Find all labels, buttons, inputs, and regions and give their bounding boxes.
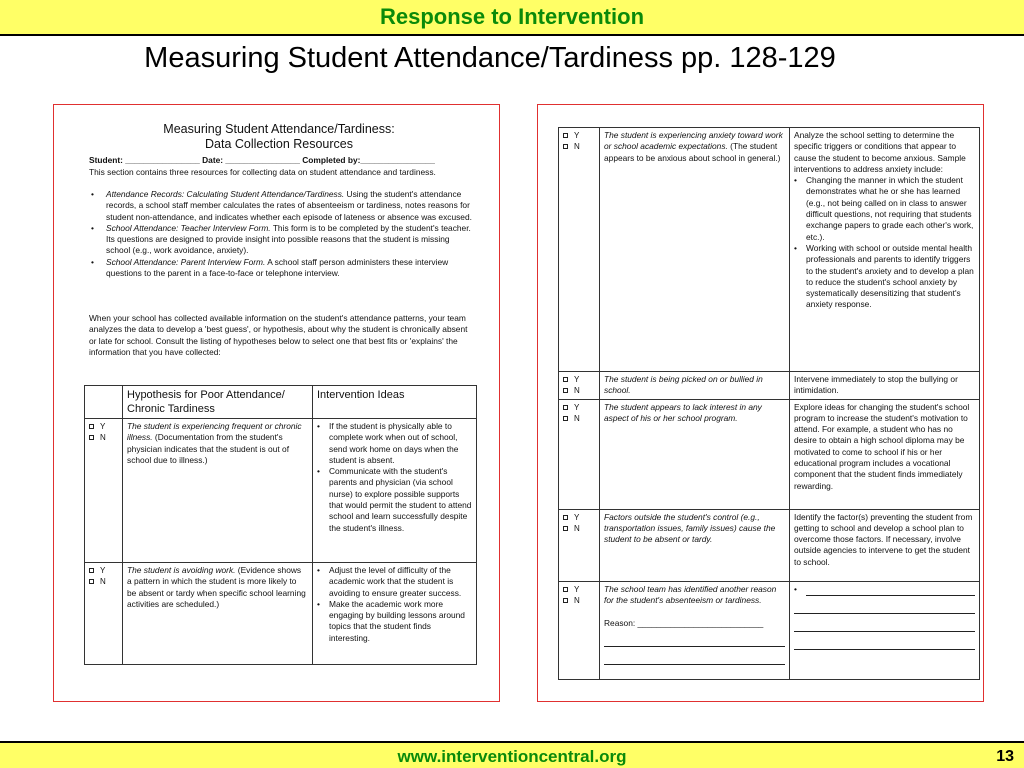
hypothesis-title: The student is experiencing frequent or chronic illness. xyxy=(127,421,302,443)
ideas-cell xyxy=(313,419,477,563)
checkbox-yes[interactable] xyxy=(563,133,568,138)
list-item xyxy=(89,189,474,223)
blank-line[interactable] xyxy=(794,620,975,632)
ideas-cell: Explore ideas for changing the student's school program to increase the student's motivation to attend. For example, a student who has no desire to obtain a high school diploma may be motivated to come to school if his or her educational program includes a vocational component that the student finds immediately rewarding. xyxy=(790,399,980,509)
doc-title xyxy=(89,122,469,152)
yes-label: Y xyxy=(574,131,580,140)
no-label: N xyxy=(100,433,106,442)
hypothesis-title: Factors outside the student's control (e.g., transportation issues, family issues) cause the student to be absent or tardy. xyxy=(604,511,776,545)
blank-line[interactable] xyxy=(794,638,975,650)
hypothesis-detail: (Documentation from the student's physician indicates that the student is out of school due to illness.) xyxy=(127,432,290,465)
hypothesis-title: The student is being picked on or bullied in school. xyxy=(604,374,763,396)
yes-label: Y xyxy=(574,512,580,522)
hypothesis-title: The school team has identified another reason for the student's absenteeism or tardiness. xyxy=(604,583,777,605)
yes-no-checkboxes xyxy=(559,581,600,679)
yes-no-checkboxes xyxy=(559,128,600,372)
yes-no-checkboxes xyxy=(559,509,600,581)
table-row xyxy=(559,372,980,400)
slide-title: Measuring Student Attendance/Tardiness pp. 128-129 xyxy=(144,42,836,74)
checkbox-yes[interactable] xyxy=(89,568,94,573)
resource-text: Using the student's attendance records, a school staff member calculates the rates of absenteeism or tardiness, notes reasons for student non-attendance, and indicates whether each episode of lateness or absence was excused. xyxy=(106,189,472,222)
checkbox-no[interactable] xyxy=(563,416,568,421)
checkbox-yes[interactable] xyxy=(563,405,568,410)
blank-line[interactable] xyxy=(806,584,975,596)
doc-resource-list xyxy=(89,189,474,279)
ideas-list xyxy=(317,565,472,644)
column-header-ideas: Intervention Ideas xyxy=(313,386,477,419)
hypothesis-title: The student is avoiding work. xyxy=(127,565,236,575)
no-label: N xyxy=(574,523,580,533)
table-row xyxy=(559,128,980,372)
header-bar xyxy=(0,0,1024,36)
hypothesis-cell xyxy=(123,419,313,563)
page-number: 13 xyxy=(996,748,1014,765)
hypothesis-table xyxy=(84,385,477,665)
ideas-cell xyxy=(790,128,980,372)
hypothesis-cell xyxy=(600,128,790,372)
header-title: Response to Intervention xyxy=(379,4,645,29)
hypothesis-cell xyxy=(600,509,790,581)
checkbox-no[interactable] xyxy=(563,526,568,531)
hypothesis-table-continued xyxy=(558,127,980,680)
checkbox-no[interactable] xyxy=(563,598,568,603)
list-item: • Make the academic work more engaging by building lessons around topics that the student finds interesting. xyxy=(317,599,472,644)
yes-label: Y xyxy=(100,422,106,431)
left-document-page xyxy=(53,104,500,702)
list-item: • Working with school or outside mental health professionals and parents to identify triggers to the student's anxiety and to develop a plan to reduce the student's school anxiety by systematically desensitizing that student's anxiety response. xyxy=(794,243,975,311)
doc-title-line1: Measuring Student Attendance/Tardiness: xyxy=(163,122,395,136)
resource-text: A school staff person administers these interview questions to the parent in a face-to-face or telephone interview. xyxy=(106,256,449,279)
yes-label: Y xyxy=(100,566,106,575)
ideas-list xyxy=(794,584,975,596)
reason-field[interactable]: Reason: ___________________________ xyxy=(604,618,764,629)
doc-meta-fields: Student: ________________ Date: ________________ Completed by:________________ xyxy=(89,155,435,165)
hypothesis-cell xyxy=(123,563,313,665)
ideas-list xyxy=(317,421,472,534)
ideas-cell: Identify the factor(s) preventing the student from getting to school and develop a school plan to overcome those factors. If necessary, involve outside agencies to intervene to get the student to school. xyxy=(790,509,980,581)
table-row xyxy=(85,419,477,563)
checkbox-yes[interactable] xyxy=(563,377,568,382)
resource-text: This form is to be completed by the student's teacher. Its questions are designed to provide insight into possible reasons that the student is missing school (e.g., work avoidance, anxiety). xyxy=(106,222,471,256)
footer-bar xyxy=(0,741,1024,768)
yes-no-checkboxes xyxy=(559,372,600,400)
resource-title: School Attendance: Teacher Interview Form. xyxy=(106,222,271,233)
footer-url-link[interactable]: www.interventioncentral.org xyxy=(397,747,627,766)
checkbox-no[interactable] xyxy=(563,388,568,393)
yes-label: Y xyxy=(574,402,580,412)
yes-no-checkboxes xyxy=(85,419,123,563)
blank-line[interactable] xyxy=(604,653,785,665)
list-item: • Changing the manner in which the student demonstrates what he or she has learned (e.g., not being called on in class to answer difficult questions, not requiring that students exchange papers to grade each other's work, etc.). xyxy=(794,175,975,243)
list-item: • Adjust the level of difficulty of the academic work that the student is avoiding to ensure greater success. xyxy=(317,565,472,599)
checkbox-yes[interactable] xyxy=(89,424,94,429)
doc-intro: This section contains three resources for collecting data on student attendance and tardiness. xyxy=(89,167,436,177)
ideas-cell xyxy=(790,581,980,679)
no-label: N xyxy=(100,577,106,586)
table-header-row xyxy=(85,386,477,419)
checkbox-no[interactable] xyxy=(89,579,94,584)
list-item xyxy=(89,257,474,280)
ideas-cell xyxy=(313,563,477,665)
blank-line[interactable] xyxy=(794,602,975,614)
hypothesis-cell xyxy=(600,581,790,679)
list-item[interactable] xyxy=(794,584,975,596)
hypothesis-title: The student appears to lack interest in any aspect of his or her school program. xyxy=(604,401,762,423)
resource-title: School Attendance: Parent Interview Form. xyxy=(106,256,266,267)
hypothesis-cell xyxy=(600,372,790,400)
no-label: N xyxy=(574,595,580,605)
checkbox-yes[interactable] xyxy=(563,515,568,520)
hypothesis-title: The student is experiencing anxiety toward work or school academic expectations. xyxy=(604,130,783,152)
table-row xyxy=(559,581,980,679)
doc-paragraph: When your school has collected available information on the student's attendance patterns, your team analyzes the data to develop a 'best guess', or hypothesis, about why the student is chronically absent or late for school. Consult the listing of hypotheses below to select one that best fits or 'explains' the information that you have collected: xyxy=(89,313,468,357)
yes-no-checkboxes xyxy=(559,399,600,509)
column-header-hypothesis: Hypothesis for Poor Attendance/ Chronic Tardiness xyxy=(123,386,313,419)
checkbox-no[interactable] xyxy=(89,435,94,440)
ideas-cell: Intervene immediately to stop the bullying or intimidation. xyxy=(790,372,980,400)
no-label: N xyxy=(574,142,580,151)
ideas-intro: Analyze the school setting to determine the specific triggers or conditions that appear to cause the student to become anxious. Sample interventions to address anxiety include: xyxy=(794,130,966,174)
hypothesis-detail: (The student appears to be anxious about school in general.) xyxy=(604,141,781,163)
hypothesis-detail: (Evidence shows a pattern in which the student is more likely to be absent or tardy when specific school learning activities are scheduled.) xyxy=(127,565,306,609)
checkbox-no[interactable] xyxy=(563,144,568,149)
list-item: • If the student is physically able to complete work when out of school, send work home on days when the student is absent. xyxy=(317,421,472,466)
list-item xyxy=(89,223,474,257)
resource-title: Attendance Records: Calculating Student Attendance/Tardiness. xyxy=(106,189,345,199)
yes-label: Y xyxy=(574,584,580,594)
checkbox-yes[interactable] xyxy=(563,587,568,592)
list-item: • Communicate with the student's parents and physician (via school nurse) to explore possible supports that would permit the student to attend school and learn successfully despite the student's illness. xyxy=(317,466,472,534)
doc-title-line2: Data Collection Resources xyxy=(205,137,353,151)
yes-label: Y xyxy=(574,375,580,384)
blank-line[interactable] xyxy=(604,635,785,647)
yes-no-checkboxes xyxy=(85,563,123,665)
no-label: N xyxy=(574,386,580,395)
ideas-list xyxy=(794,175,975,311)
right-document-page xyxy=(537,104,984,702)
hypothesis-cell xyxy=(600,399,790,509)
table-row xyxy=(85,563,477,665)
table-row xyxy=(559,399,980,509)
no-label: N xyxy=(574,413,580,423)
table-row xyxy=(559,509,980,581)
